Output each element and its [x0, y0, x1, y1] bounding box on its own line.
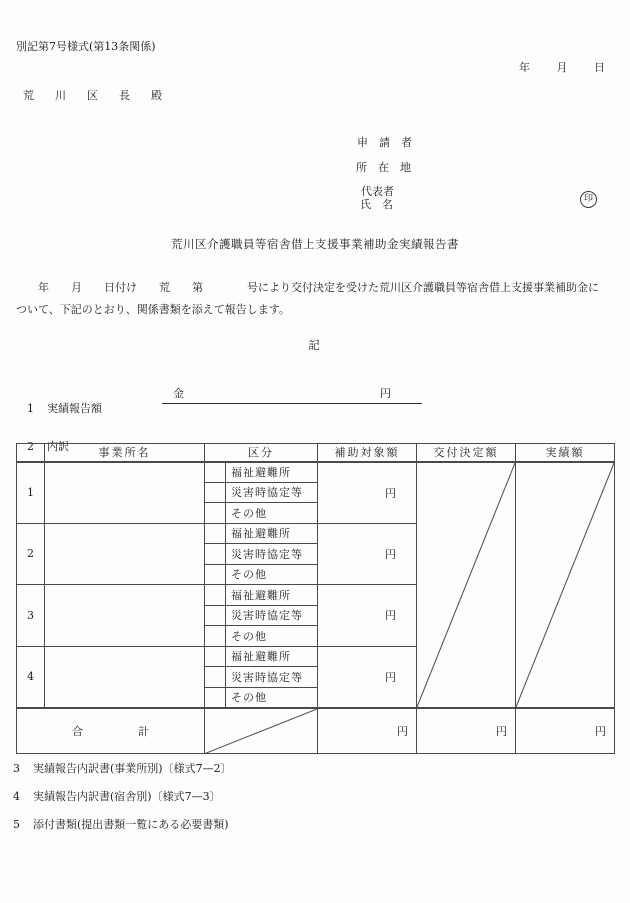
row-number-4: 4	[17, 646, 45, 708]
category-label: 福祉避難所	[226, 523, 318, 544]
category-select-cell	[205, 482, 226, 503]
header-office: 事業所名	[45, 444, 205, 462]
header-subsidy-target: 補助対象額	[318, 444, 417, 462]
category-label: 福祉避難所	[226, 462, 318, 483]
category-label: その他	[226, 503, 318, 524]
ki-heading: 記	[308, 338, 322, 352]
section-1-number: 1	[27, 402, 34, 415]
category-select-cell	[205, 585, 226, 606]
category-label: その他	[226, 626, 318, 647]
total-label: 合 計	[17, 708, 205, 754]
category-label: 福祉避難所	[226, 646, 318, 667]
note-number: 5	[13, 818, 20, 831]
header-grant-decision: 交付決定額	[417, 444, 516, 462]
amount-suffix: 円	[380, 387, 391, 400]
category-select-cell	[205, 605, 226, 626]
category-select-cell	[205, 462, 226, 483]
category-select-cell	[205, 626, 226, 647]
table-row	[17, 462, 615, 483]
category-label: 災害時協定等	[226, 605, 318, 626]
date-line: 年 月 日	[519, 61, 607, 74]
category-label: 福祉避難所	[226, 585, 318, 606]
total-row	[17, 708, 615, 754]
row-number-2: 2	[17, 523, 45, 585]
corner-cell	[17, 444, 45, 462]
row-number-3: 3	[17, 585, 45, 647]
office-name-cell-4	[45, 646, 205, 708]
note-item	[13, 761, 232, 776]
category-label: その他	[226, 564, 318, 585]
subsidy-amount-cell-2: 円	[318, 523, 417, 585]
header-actual: 実績額	[516, 444, 615, 462]
grant-decision-cell	[417, 462, 516, 708]
amount-fill-line	[162, 386, 422, 404]
subsidy-amount-cell-4: 円	[318, 646, 417, 708]
seal-mark-icon: 印	[580, 191, 597, 208]
office-name-cell-1	[45, 462, 205, 524]
category-select-cell	[205, 667, 226, 688]
addressee: 荒川区長殿	[23, 89, 183, 102]
representative-label: 代表者	[361, 185, 394, 198]
body-paragraph-line2: ついて、下記のとおり、関係書類を添えて報告します。	[16, 303, 290, 316]
note-text: 添付書類(提出書類一覧にある必要書類)	[33, 818, 229, 831]
note-number: 3	[13, 762, 20, 775]
diagonal-strike-icon	[205, 709, 317, 754]
category-select-cell	[205, 544, 226, 565]
header-category: 区分	[205, 444, 318, 462]
section-2-number: 2	[27, 440, 34, 453]
category-select-cell	[205, 564, 226, 585]
section-1-label: 実績報告額	[47, 402, 102, 415]
category-label: 災害時協定等	[226, 544, 318, 565]
office-name-cell-2	[45, 523, 205, 585]
amount-prefix: 金	[173, 387, 184, 400]
office-name-cell-3	[45, 585, 205, 647]
body-paragraph-line1: 年 月 日付け 荒 第 号により交付決定を受けた荒川区介護職員等宿舎借上支援事業補助金に	[16, 281, 599, 294]
category-select-cell	[205, 503, 226, 524]
applicant-address-label: 所 在 地	[356, 161, 411, 174]
category-label: その他	[226, 687, 318, 708]
total-category-cell	[205, 708, 318, 754]
form-number: 別記第7号様式(第13条関係)	[16, 40, 156, 53]
category-select-cell	[205, 646, 226, 667]
breakdown-table	[16, 443, 615, 754]
note-number: 4	[13, 790, 20, 803]
subsidy-amount-cell-1: 円	[318, 462, 417, 524]
diagonal-strike-icon	[516, 463, 614, 707]
note-text: 実績報告内訳書(事業所別)〔様式7—2〕	[33, 762, 232, 775]
actual-amount-cell	[516, 462, 615, 708]
total-actual-cell: 円	[516, 708, 615, 754]
category-label: 災害時協定等	[226, 667, 318, 688]
representative-name-label: 氏 名	[360, 198, 393, 211]
table-header-row	[17, 444, 615, 462]
category-select-cell	[205, 523, 226, 544]
category-label: 災害時協定等	[226, 482, 318, 503]
note-text: 実績報告内訳書(宿舎別)〔様式7—3〕	[33, 790, 221, 803]
subsidy-amount-cell-3: 円	[318, 585, 417, 647]
category-select-cell	[205, 687, 226, 708]
applicant-label: 申 請 者	[357, 136, 412, 149]
section-2-label: 内訳	[47, 440, 69, 453]
note-item	[13, 817, 229, 832]
note-item	[13, 789, 221, 804]
document-title: 荒川区介護職員等宿舎借上支援事業補助金実績報告書	[171, 237, 459, 251]
row-number-1: 1	[17, 462, 45, 524]
diagonal-strike-icon	[417, 463, 515, 707]
total-grant-cell: 円	[417, 708, 516, 754]
total-subsidy-cell: 円	[318, 708, 417, 754]
